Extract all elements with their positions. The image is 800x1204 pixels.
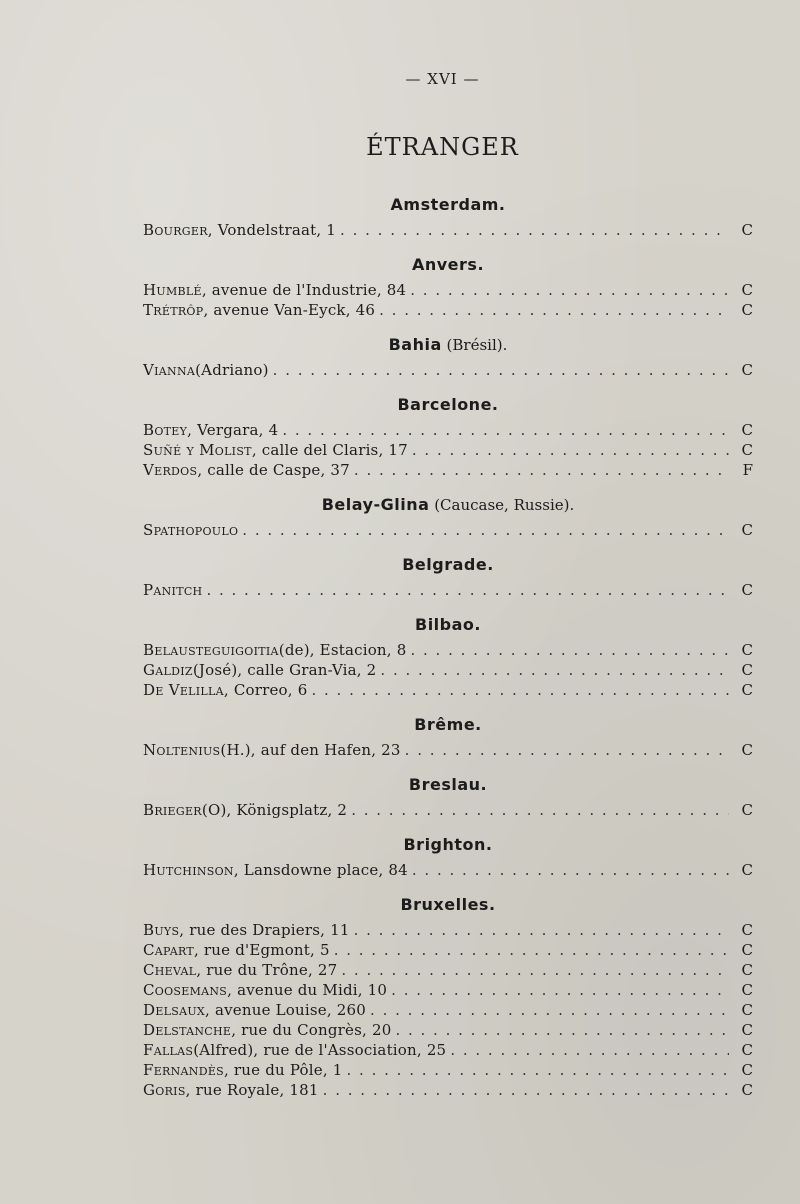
city-name: Barcelone. (397, 395, 499, 414)
city-section (143, 710, 753, 766)
city-section (143, 550, 753, 606)
dot-leader (410, 640, 729, 660)
entry-name: Botey (143, 421, 188, 439)
section-spacer (143, 880, 753, 886)
city-heading (143, 710, 753, 740)
entry-address: (Adriano) (195, 361, 269, 379)
entry-name: Capart (143, 941, 194, 959)
directory-entry (143, 520, 753, 540)
entry-address: (Alfred), rue de l'Association, 25 (193, 1041, 447, 1059)
directory-entry (143, 660, 753, 680)
entry-address: , avenue du Midi, 10 (227, 981, 388, 999)
city-name: Amsterdam. (390, 195, 506, 214)
city-name: Bruxelles. (400, 895, 496, 914)
city-section (143, 610, 753, 706)
directory-entry (143, 460, 753, 480)
dot-leader (340, 220, 729, 240)
directory-entry (143, 940, 753, 960)
dot-leader (351, 800, 729, 820)
city-section (143, 330, 753, 386)
city-section (143, 190, 753, 246)
entry-address: , Correo, 6 (223, 681, 308, 699)
entry-name: Panitch (143, 581, 203, 599)
section-spacer (143, 480, 753, 486)
directory-entry (143, 680, 753, 700)
section-spacer (143, 380, 753, 386)
entry-name: Verdos (143, 461, 198, 479)
entry-code: C (741, 941, 753, 959)
city-name: Brême. (414, 715, 482, 734)
city-name: Bilbao. (415, 615, 481, 634)
directory-entry (143, 1040, 753, 1060)
dot-leader (354, 920, 729, 940)
dot-leader (273, 360, 729, 380)
entry-name: Fallas (143, 1041, 194, 1059)
entry-code: C (741, 921, 753, 939)
entry-name: De Velilla (143, 681, 224, 699)
dot-leader (323, 1080, 729, 1100)
entry-code: C (741, 361, 753, 379)
entry-code: C (741, 641, 753, 659)
entry-address: (O), Königsplatz, 2 (201, 801, 348, 819)
entry-address: , rue du Trône, 27 (196, 961, 338, 979)
entry-address: , avenue Van-Eyck, 46 (203, 301, 376, 319)
entry-code: C (741, 681, 753, 699)
city-heading (143, 610, 753, 640)
city-name: Anvers. (411, 255, 485, 274)
section-spacer (143, 600, 753, 606)
directory-entry (143, 920, 753, 940)
dot-leader (242, 520, 729, 540)
directory-entry (143, 360, 753, 380)
entry-code: C (741, 521, 753, 539)
entry-name: Belausteguigoitia (143, 641, 279, 659)
entry-code: C (741, 801, 753, 819)
entry-code: C (741, 221, 753, 239)
entry-address: , Vergara, 4 (187, 421, 279, 439)
city-name: Brighton. (403, 835, 493, 854)
section-spacer (143, 540, 753, 546)
entry-address: (José), calle Gran-Via, 2 (192, 661, 377, 679)
entry-name: Buys (143, 921, 180, 939)
dot-leader (370, 1000, 729, 1020)
entry-address: , calle de Caspe, 37 (197, 461, 350, 479)
city-heading (143, 550, 753, 580)
entry-address: , calle del Claris, 17 (251, 441, 408, 459)
entry-name: Coosemans (143, 981, 228, 999)
dot-leader (282, 420, 729, 440)
entry-code: C (741, 981, 753, 999)
city-section (143, 250, 753, 326)
city-note: (Caucase, Russie). (429, 496, 575, 514)
entry-name: Delsaux (143, 1001, 206, 1019)
dot-leader (354, 460, 729, 480)
entry-name: Noltenius (143, 741, 221, 759)
entry-name: Delstanche (143, 1021, 232, 1039)
entry-name: Brieger (143, 801, 202, 819)
entry-code: C (741, 421, 753, 439)
directory-entry (143, 220, 753, 240)
entry-name: Fernandès (143, 1061, 224, 1079)
entry-address: , rue d'Egmont, 5 (193, 941, 330, 959)
directory-list (143, 186, 753, 1106)
entry-code: C (741, 741, 753, 759)
entry-name: Suñé y Molist (143, 441, 252, 459)
directory-entry (143, 300, 753, 320)
entry-code: C (741, 961, 753, 979)
entry-code: C (741, 1021, 753, 1039)
entry-code: C (741, 301, 753, 319)
entry-name: Trétrôp (143, 301, 204, 319)
dot-leader (391, 980, 729, 1000)
city-section (143, 490, 753, 546)
entry-name: Spathopoulo (143, 521, 239, 539)
section-spacer (143, 820, 753, 826)
entry-code: C (741, 281, 753, 299)
entry-code: C (741, 1041, 753, 1059)
city-section (143, 390, 753, 486)
entry-code: C (741, 661, 753, 679)
city-section (143, 890, 753, 1106)
dot-leader (395, 1020, 729, 1040)
entry-name: Vianna (143, 361, 196, 379)
entry-code: C (741, 581, 753, 599)
section-spacer (143, 760, 753, 766)
city-heading (143, 890, 753, 920)
section-spacer (143, 700, 753, 706)
section-spacer (143, 1100, 753, 1106)
dot-leader (380, 660, 729, 680)
entry-address: , rue des Drapiers, 11 (179, 921, 350, 939)
directory-entry (143, 1080, 753, 1100)
city-heading (143, 250, 753, 280)
dot-leader (412, 860, 729, 880)
city-name: Belgrade. (402, 555, 494, 574)
city-heading (143, 330, 753, 360)
directory-entry (143, 420, 753, 440)
dot-leader (410, 280, 729, 300)
dot-leader (334, 940, 729, 960)
directory-entry (143, 280, 753, 300)
entry-name: Hutchinson (143, 861, 234, 879)
entry-name: Bourger (143, 221, 208, 239)
city-name: Breslau. (408, 775, 488, 794)
city-section (143, 830, 753, 886)
entry-address: , rue du Congrès, 20 (231, 1021, 392, 1039)
entry-name: Galdiz (143, 661, 193, 679)
directory-entry (143, 580, 753, 600)
entry-code: C (741, 441, 753, 459)
directory-entry (143, 1000, 753, 1020)
entry-code: C (741, 1001, 753, 1019)
dot-leader (347, 1060, 729, 1080)
dot-leader (412, 440, 729, 460)
entry-address: , Lansdowne place, 84 (233, 861, 408, 879)
entry-code: C (741, 861, 753, 879)
directory-entry (143, 800, 753, 820)
city-name: Belay-Glina (321, 495, 430, 514)
city-heading (143, 830, 753, 860)
entry-address: , Vondelstraat, 1 (207, 221, 337, 239)
directory-entry (143, 860, 753, 880)
entry-name: Humblé (143, 281, 202, 299)
entry-name: Goris (143, 1081, 186, 1099)
page-title: ÉTRANGER (366, 133, 519, 161)
entry-address: , avenue Louise, 260 (205, 1001, 367, 1019)
directory-entry (143, 1020, 753, 1040)
city-note: (Brésil). (441, 336, 508, 354)
entry-address: (H.), auf den Hafen, 23 (220, 741, 401, 759)
directory-entry (143, 1060, 753, 1080)
city-heading (143, 490, 753, 520)
city-section (143, 770, 753, 826)
directory-entry (143, 980, 753, 1000)
section-spacer (143, 240, 753, 246)
city-heading (143, 770, 753, 800)
dot-leader (450, 1040, 729, 1060)
entry-address: , rue Royale, 181 (185, 1081, 319, 1099)
entry-address: (de), Estacion, 8 (278, 641, 407, 659)
directory-entry (143, 640, 753, 660)
directory-entry (143, 440, 753, 460)
dot-leader (206, 580, 729, 600)
entry-address: , rue du Pôle, 1 (224, 1061, 343, 1079)
directory-entry (143, 740, 753, 760)
section-spacer (143, 320, 753, 326)
dot-leader (341, 960, 729, 980)
entry-code: C (741, 1081, 753, 1099)
entry-code: C (741, 1061, 753, 1079)
entry-address: , avenue de l'Industrie, 84 (201, 281, 407, 299)
dot-leader (405, 740, 729, 760)
dot-leader (379, 300, 729, 320)
dot-leader (311, 680, 729, 700)
city-heading (143, 390, 753, 420)
city-heading (143, 190, 753, 220)
city-name: Bahia (388, 335, 442, 354)
directory-entry (143, 960, 753, 980)
entry-code: F (742, 461, 753, 479)
page-folio: — XVI — (405, 70, 480, 88)
entry-name: Cheval (143, 961, 197, 979)
